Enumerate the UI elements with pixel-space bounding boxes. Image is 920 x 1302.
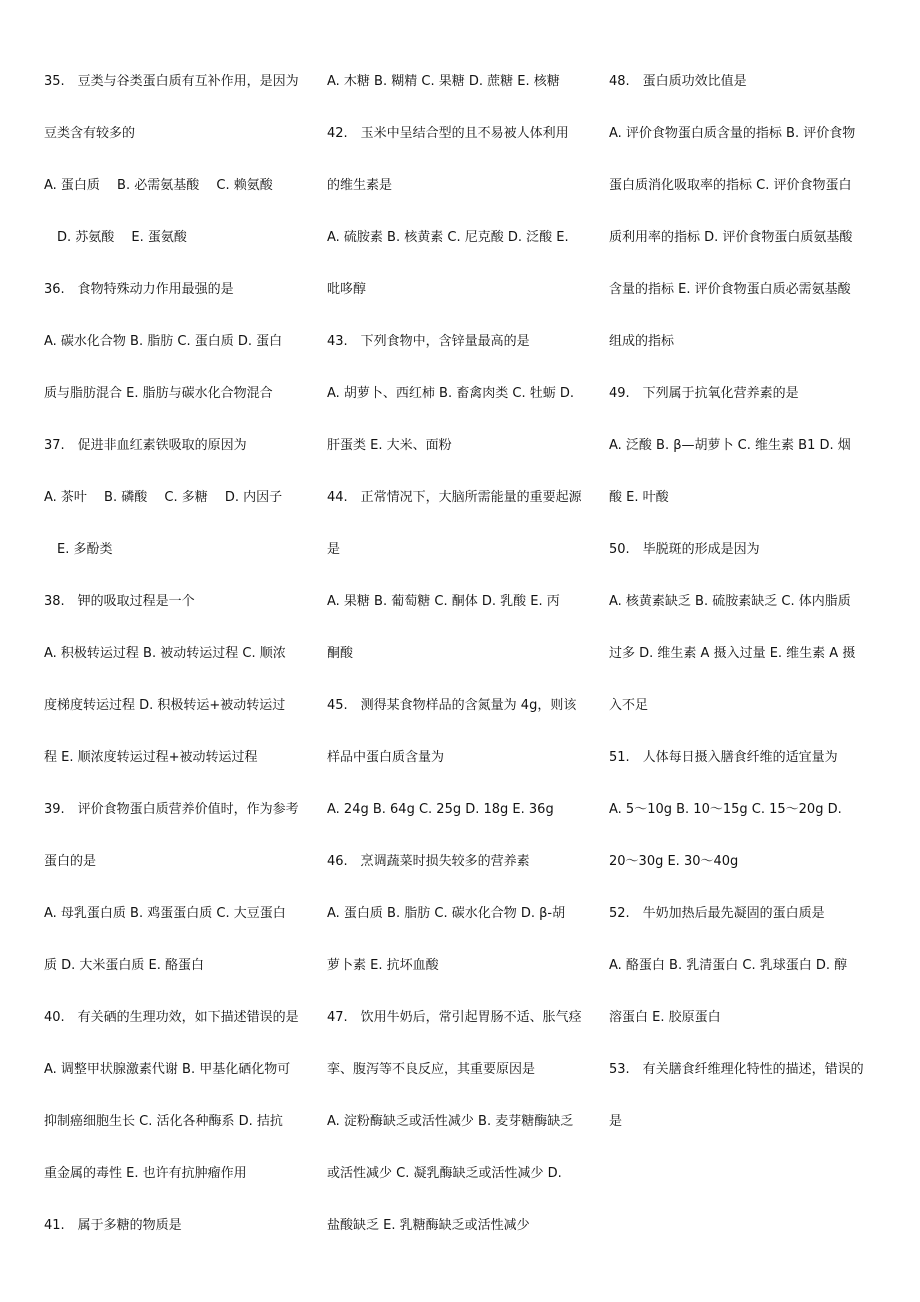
text-line: 抑制癌细胞生长 C. 活化各种酶系 D. 拮抗 [44, 1114, 283, 1129]
text-line: A. 果糖 B. 葡萄糖 C. 酮体 D. 乳酸 E. 丙 [327, 594, 560, 609]
text-line: A. 硫胺素 B. 核黄素 C. 尼克酸 D. 泛酸 E. [327, 230, 569, 245]
text-line: 52. 牛奶加热后最先凝固的蛋白质是 [609, 906, 825, 921]
text-line: A. 淀粉酶缺乏或活性减少 B. 麦芽糖酶缺乏 [327, 1114, 574, 1129]
text-line: 37. 促进非血红素铁吸取的原因为 [44, 438, 247, 453]
text-line: 蛋白的是 [44, 854, 97, 869]
text-line: 42. 玉米中呈结合型的且不易被人体利用 [327, 126, 569, 141]
text-line: A. 积极转运过程 B. 被动转运过程 C. 顺浓 [44, 646, 286, 661]
text-line: 41. 属于多糖的物质是 [44, 1218, 182, 1233]
text-line: A. 酪蛋白 B. 乳清蛋白 C. 乳球蛋白 D. 醇 [609, 958, 848, 973]
text-line: A. 木糖 B. 糊精 C. 果糖 D. 蔗糖 E. 核糖 [327, 74, 560, 89]
text-line: 50. 毕脱斑的形成是因为 [609, 542, 760, 557]
text-line: 程 E. 顺浓度转运过程+被动转运过程 [44, 750, 258, 765]
text-line: 35. 豆类与谷类蛋白质有互补作用，是因为 [44, 74, 299, 89]
text-line: 酸 E. 叶酸 [609, 490, 669, 505]
text-line: A. 调整甲状腺激素代谢 B. 甲基化硒化物可 [44, 1062, 291, 1077]
text-line: 或活性减少 C. 凝乳酶缺乏或活性减少 D. [327, 1166, 562, 1181]
text-line: 含量的指标 E. 评价食物蛋白质必需氨基酸 [609, 282, 851, 297]
text-line: 挛、腹泻等不良反应，其重要原因是 [327, 1062, 536, 1077]
text-line: 是 [609, 1114, 623, 1129]
text-line: 蛋白质消化吸取率的指标 C. 评价食物蛋白 [609, 178, 852, 193]
text-line: A. 评价食物蛋白质含量的指标 B. 评价食物 [609, 126, 856, 141]
text-line: 39. 评价食物蛋白质营养价值时，作为参考 [44, 802, 299, 817]
text-line: 53. 有关膳食纤维理化特性的描述，错误的 [609, 1062, 864, 1077]
text-line: 46. 烹调蔬菜时损失较多的营养素 [327, 854, 530, 869]
text-line: 豆类含有较多的 [44, 126, 136, 141]
text-line: 肝蛋类 E. 大米、面粉 [327, 438, 452, 453]
text-line: A. 核黄素缺乏 B. 硫胺素缺乏 C. 体内脂质 [609, 594, 851, 609]
text-line: 51. 人体每日摄入膳食纤维的适宜量为 [609, 750, 838, 765]
text-line: A. 5～10g B. 10～15g C. 15～20g D. [609, 802, 842, 817]
text-line: 43. 下列食物中，含锌量最高的是 [327, 334, 530, 349]
text-line: 重金属的毒性 E. 也许有抗肿瘤作用 [44, 1166, 247, 1181]
text-line: 酮酸 [327, 646, 354, 661]
text-line: 的维生素是 [327, 178, 393, 193]
text-column-left [44, 56, 314, 1252]
text-line: 盐酸缺乏 E. 乳糖酶缺乏或活性减少 [327, 1218, 530, 1233]
text-line: 38. 钾的吸取过程是一个 [44, 594, 195, 609]
text-line: 44. 正常情况下，大脑所需能量的重要起源 [327, 490, 582, 505]
text-column-middle [327, 56, 597, 1252]
text-line: 47. 饮用牛奶后，常引起胃肠不适、胀气痉 [327, 1010, 582, 1025]
text-line: 萝卜素 E. 抗坏血酸 [327, 958, 439, 973]
text-line: 溶蛋白 E. 胶原蛋白 [609, 1010, 721, 1025]
text-line: A. 茶叶 B. 磷酸 C. 多糖 D. 内因子 [44, 490, 283, 505]
text-line: 48. 蛋白质功效比值是 [609, 74, 747, 89]
text-line: 49. 下列属于抗氧化营养素的是 [609, 386, 799, 401]
text-line: 45. 测得某食物样品的含氮量为 4g，则该 [327, 698, 577, 713]
text-line: 样品中蛋白质含量为 [327, 750, 445, 765]
text-column-right [609, 56, 879, 1148]
text-line: D. 苏氨酸 E. 蛋氨酸 [44, 230, 187, 245]
text-line: 36. 食物特殊动力作用最强的是 [44, 282, 234, 297]
text-line: A. 24g B. 64g C. 25g D. 18g E. 36g [327, 802, 554, 817]
text-line: 组成的指标 [609, 334, 675, 349]
text-line: A. 胡萝卜、西红柿 B. 畜禽肉类 C. 牡蛎 D. [327, 386, 574, 401]
text-line: 入不足 [609, 698, 649, 713]
text-line: A. 蛋白质 B. 必需氨基酸 C. 赖氨酸 [44, 178, 273, 193]
text-line: 质 D. 大米蛋白质 E. 酪蛋白 [44, 958, 205, 973]
text-line: 质利用率的指标 D. 评价食物蛋白质氨基酸 [609, 230, 853, 245]
text-line: 度梯度转运过程 D. 积极转运+被动转运过 [44, 698, 286, 713]
text-line: A. 泛酸 B. β—胡萝卜 C. 维生素 B1 D. 烟 [609, 438, 851, 453]
text-line: 吡哆醇 [327, 282, 367, 297]
text-line: A. 母乳蛋白质 B. 鸡蛋蛋白质 C. 大豆蛋白 [44, 906, 286, 921]
text-line: 质与脂肪混合 E. 脂肪与碳水化合物混合 [44, 386, 273, 401]
text-line: A. 蛋白质 B. 脂肪 C. 碳水化合物 D. β-胡 [327, 906, 566, 921]
text-line: 20～30g E. 30～40g [609, 854, 739, 869]
text-line: 过多 D. 维生素 A 摄入过量 E. 维生素 A 摄 [609, 646, 856, 661]
text-line: 是 [327, 542, 341, 557]
text-line: 40. 有关硒的生理功效，如下描述错误的是 [44, 1010, 299, 1025]
text-line: E. 多酚类 [44, 542, 113, 557]
text-line: A. 碳水化合物 B. 脂肪 C. 蛋白质 D. 蛋白 [44, 334, 283, 349]
